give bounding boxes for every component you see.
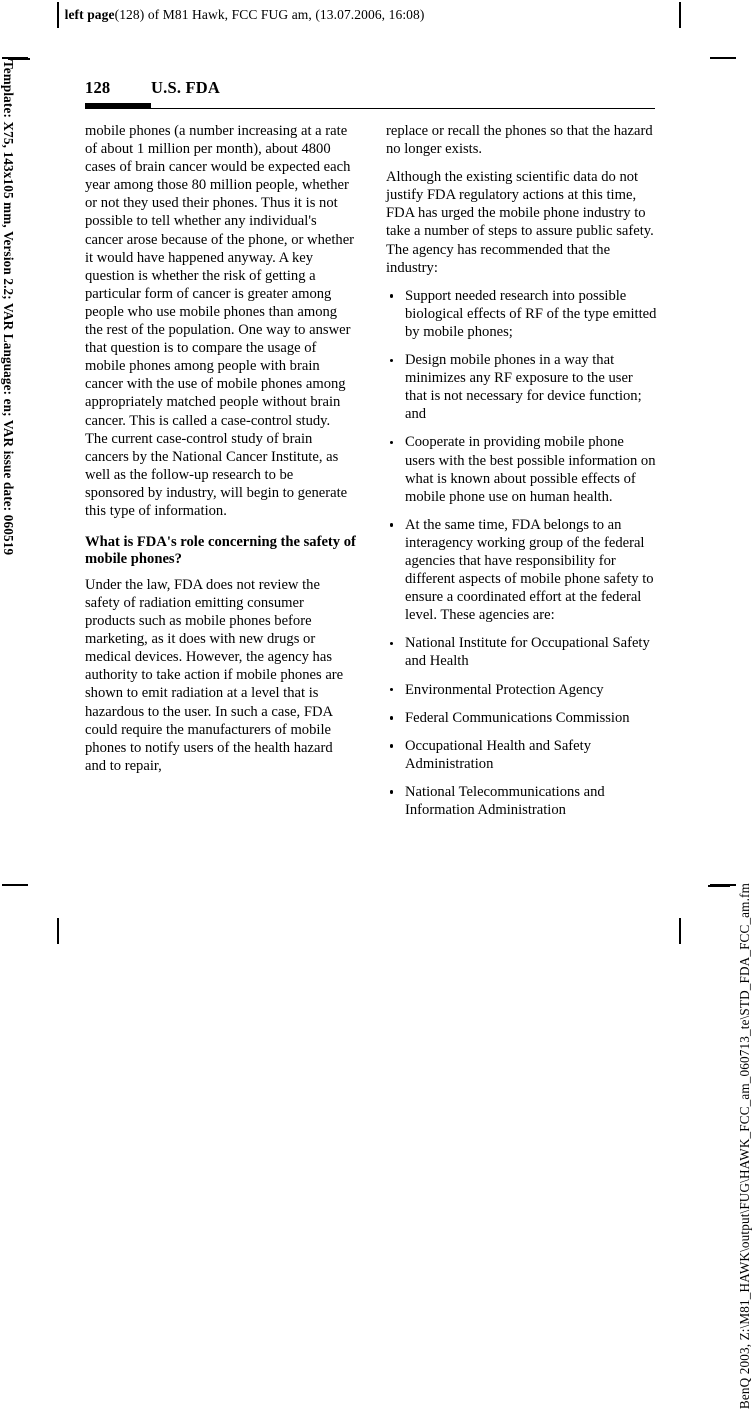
list-item-text: Design mobile phones in a way that minimizes any RF exposure to the user that is not necessary for device function; and xyxy=(405,352,642,423)
bullet-dot-icon xyxy=(390,359,393,362)
list-item-text: Occupational Health and Safety Administration xyxy=(405,737,591,772)
bullet-dot-icon xyxy=(390,441,393,444)
imposition-slug-right: BenQ 2003, Z:\M81_HAWK\output\FUG\HAWK_FCC_am_060713_te\STD_FDA_FCC_am.fm xyxy=(737,883,752,1409)
bullet-dot-icon xyxy=(390,523,393,526)
list-item-text: Support needed research into possible biological effects of RF of the type emitted by mobile phones; xyxy=(405,287,657,340)
section-heading: What is FDA's role concerning the safety of mobile phones? xyxy=(85,534,356,568)
list-item xyxy=(386,709,657,727)
bullet-dot-icon xyxy=(390,744,393,747)
page-header-line xyxy=(85,78,655,98)
list-item xyxy=(386,433,657,505)
imposition-slug-top xyxy=(57,4,424,26)
bullet-dot-icon xyxy=(390,790,393,793)
bullet-dot-icon xyxy=(390,294,393,297)
header-rule-thin-segment xyxy=(85,108,655,109)
list-item-text: National Institute for Occupational Safety and Health xyxy=(405,635,650,670)
list-item xyxy=(386,287,657,341)
crop-mark-bottom-left xyxy=(57,918,59,944)
bullet-dot-icon xyxy=(390,688,393,691)
page-header xyxy=(85,78,655,110)
left-column xyxy=(85,122,356,829)
list-item xyxy=(386,634,657,670)
header-rule xyxy=(85,103,655,110)
crop-mark-right-top xyxy=(710,57,736,59)
list-item-text: At the same time, FDA belongs to an interagency working group of the federal agencies that have responsibility for different aspects of mobile phone safety to ensure a coordinated effort at the federal level. These agencies are: xyxy=(405,516,654,624)
bullet-dot-icon xyxy=(390,716,393,719)
paragraph: Although the existing scientific data do not justify FDA regulatory actions at this time, FDA has urged the mobile phone industry to take a number of steps to assure public safety. The agency has recommended that the industry: xyxy=(386,169,654,276)
list-item xyxy=(386,737,657,773)
paragraph: mobile phones (a number increasing at a rate of about 1 million per month), about 4800 cases of brain cancer would be expected each year among those 80 million people, whether or not they used their phones. Thus it is not possible to tell whether any individual's cancer arose because of the phone, or whether it would have happened anyway. A key question is whether the risk of getting a particular form of cancer is greater among people who use mobile phones than among the rest of the population. One way to answer that question is to compare the usage of mobile phones among people with brain cancer with the use of mobile phones among appropriately matched people without brain cancer. This is called a case-control study. The current case-control study of brain cancers by the National Cancer Institute, as well as the follow-up research to be sponsored by industry, will begin to generate this type of information. xyxy=(85,123,355,519)
recommendation-list xyxy=(386,287,657,625)
crop-mark-top-right xyxy=(679,2,681,28)
right-column xyxy=(386,122,657,829)
list-item-text: Federal Communications Commission xyxy=(405,709,630,726)
list-item xyxy=(386,516,657,625)
crop-mark-left-bottom xyxy=(2,884,28,886)
slug-job-info: (128) of M81 Hawk, FCC FUG am, (13.07.2006, 16:08) xyxy=(114,6,425,22)
imposition-slug-left: Template: X75, 143x105 mm, Version 2.2; VAR Language: en; VAR issue date: 060519 xyxy=(1,60,16,556)
list-item-text: National Telecommunications and Information Administration xyxy=(405,783,605,818)
list-item xyxy=(386,681,657,699)
list-item xyxy=(386,351,657,423)
agency-list xyxy=(386,634,657,819)
slug-page-side-label: left page xyxy=(64,6,115,22)
list-item xyxy=(386,783,657,819)
slug-divider-rule xyxy=(57,4,59,26)
list-item-text: Cooperate in providing mobile phone users with the best possible information on what is known about possible effects of mobile phone use on human health. xyxy=(405,434,656,505)
paragraph: Under the law, FDA does not review the safety of radiation emitting consumer products such as mobile phones before marketing, as it does with new drugs or medical devices. However, the agency has authority to take action if mobile phones are shown to emit radiation at a level that is hazardous to the user. In such a case, FDA could require the manufacturers of mobile phones to notify users of the health hazard and to repair, xyxy=(85,576,344,774)
body-columns xyxy=(85,122,657,829)
paragraph: replace or recall the phones so that the hazard no longer exists. xyxy=(386,123,653,158)
page-number: 128 xyxy=(85,78,111,97)
crop-mark-bottom-right xyxy=(679,918,681,944)
bullet-dot-icon xyxy=(390,642,393,645)
list-item-text: Environmental Protection Agency xyxy=(405,681,604,698)
chapter-title: U.S. FDA xyxy=(151,78,220,97)
right-slug-rule xyxy=(708,885,730,887)
